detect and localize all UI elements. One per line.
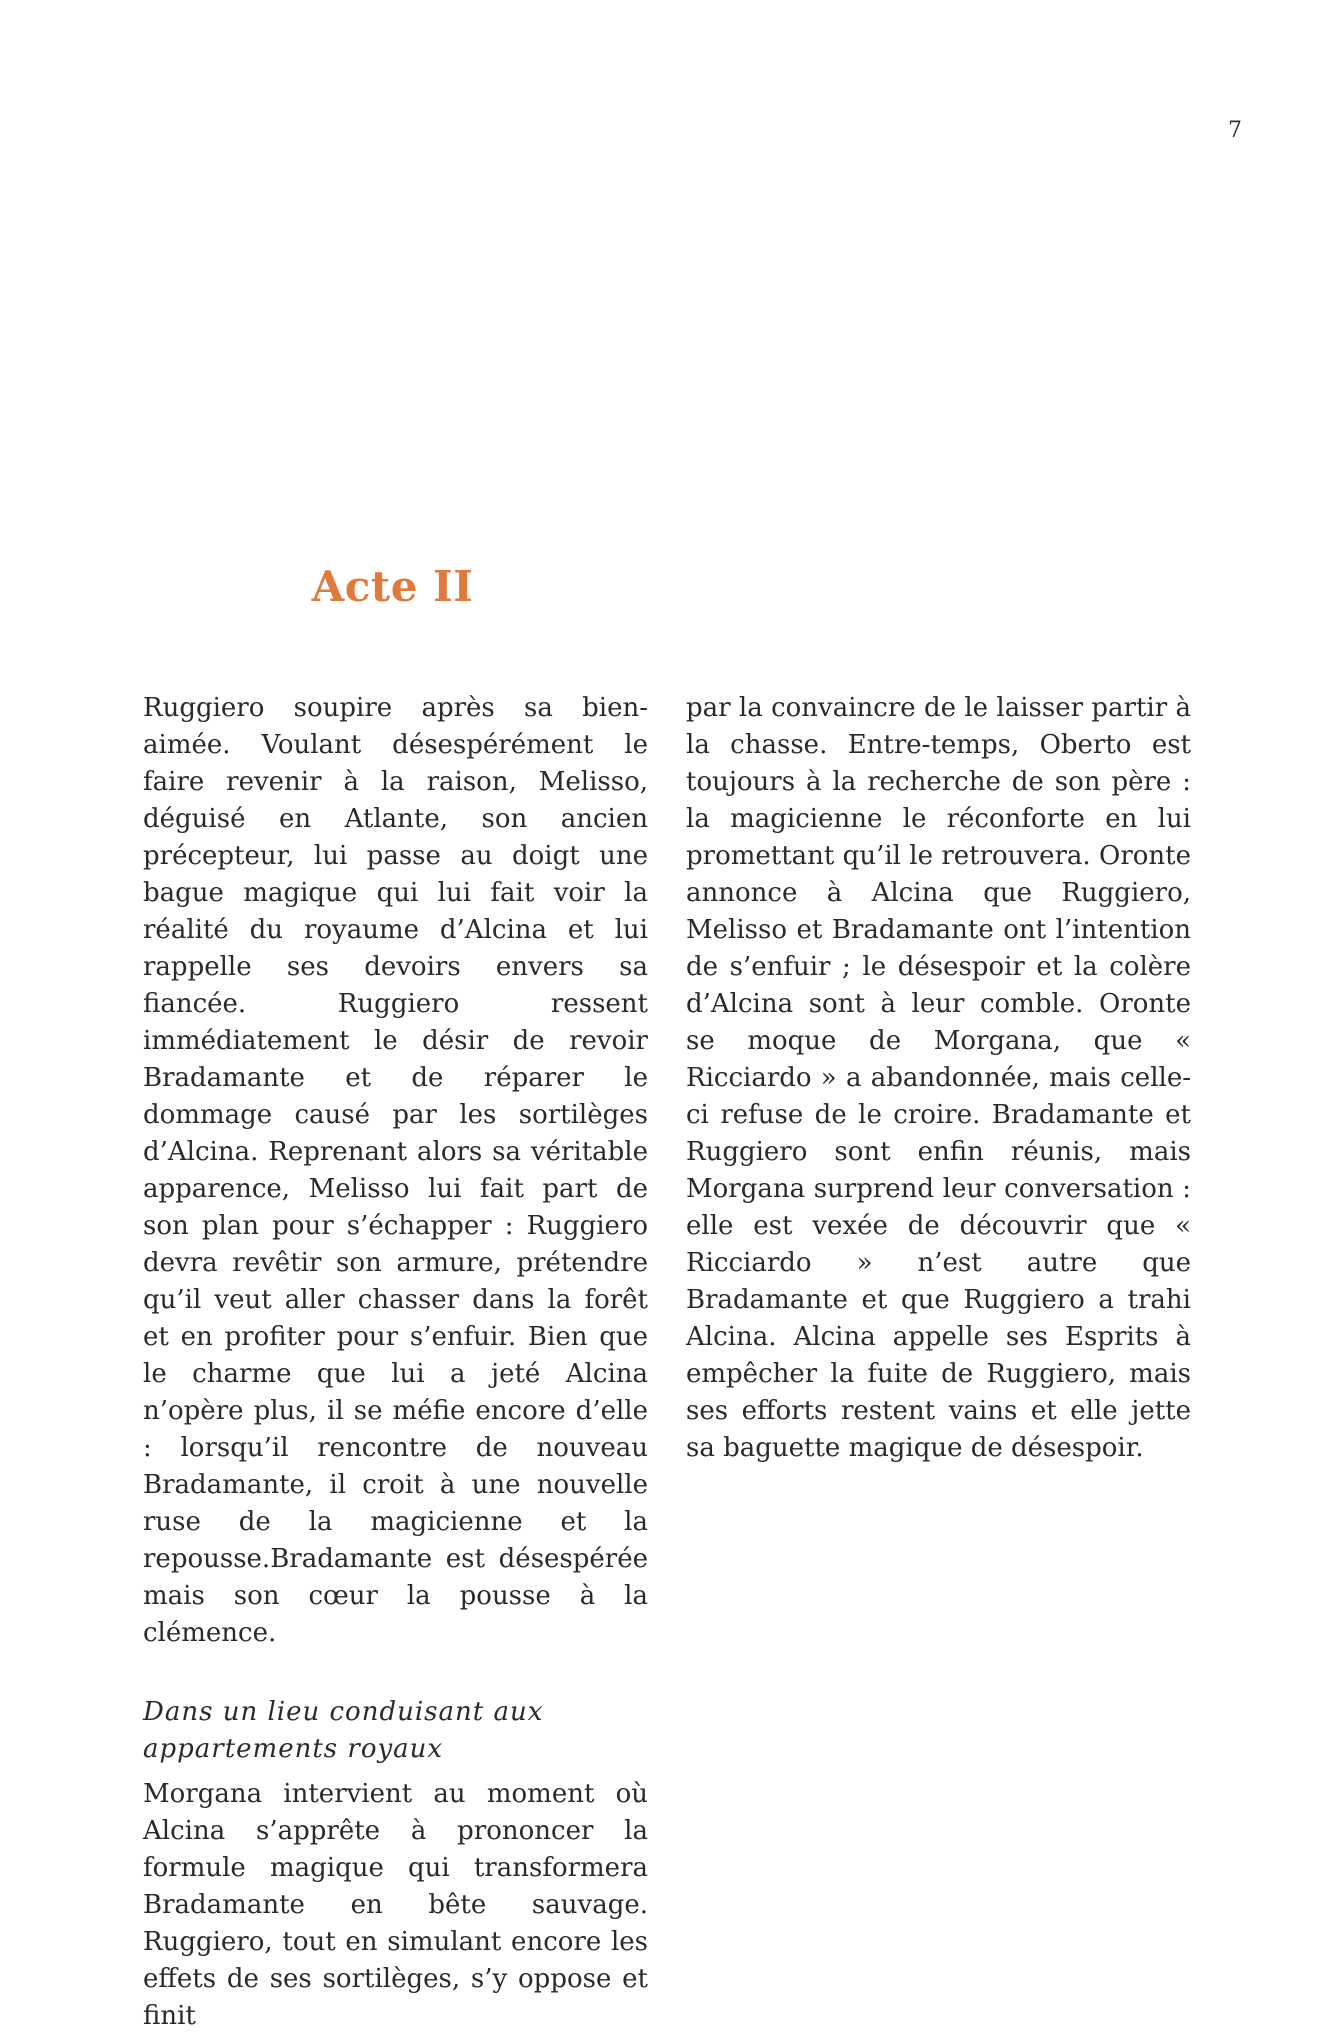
- synopsis-paragraph-1: Ruggiero soupire après sa bien-aimée. Voulant désespérément le faire revenir à la raison, Melisso, déguisé en Atlante, son ancien précepteur, lui passe au doigt une bague magique qui lui fait voir la réalité du royaume d’Alcina et lui rappelle ses devoirs envers sa fiancée. Ruggiero ressent immédiatement le désir de revoir Bradamante et de réparer le dommage causé par les sortilèges d’Alcina. Reprenant alors sa véritable apparence, Melisso lui fait part de son plan pour s’échapper : Ruggiero devra revêtir son armure, prétendre qu’il veut aller chasser dans la forêt et en profiter pour s’enfuir. Bien que le charme que lui a jeté Alcina n’opère plus, il se méfie encore d’elle : lorsqu’il rencontre de nouveau Bradamante, il croit à une nouvelle ruse de la magicienne et la repousse.Bradamante est désespérée mais son cœur la pousse à la clémence.: [143, 693, 648, 1648]
- page-number: 7: [1228, 118, 1242, 143]
- right-column: [686, 690, 1191, 1467]
- synopsis-paragraph-2: Morgana intervient au moment où Alcina s’apprête à prononcer la formule magique qui transformera Bradamante en bête sauvage. Ruggiero, tout en simulant encore les effets de ses sortilèges, s’y oppose et finit: [143, 1779, 648, 2031]
- scene-heading-line-1: Dans un lieu conduisant aux: [143, 1697, 544, 1727]
- act-title: Acte II: [311, 562, 474, 611]
- scene-heading: [143, 1694, 648, 1768]
- left-column: [143, 690, 648, 2035]
- synopsis-paragraph-3: par la convaincre de le laisser partir à la chasse. Entre-temps, Oberto est toujours à la recherche de son père : la magicienne le réconforte en lui promettant qu’il le retrouvera. Oronte annonce à Alcina que Ruggiero, Melisso et Bradamante ont l’intention de s’enfuir ; le désespoir et la colère d’Alcina sont à leur comble. Oronte se moque de Morgana, que « Ricciardo » a abandonnée, mais celle-ci refuse de le croire. Bradamante et Ruggiero sont enfin réunis, mais Morgana surprend leur conversation : elle est vexée de découvrir que « Ricciardo » n’est autre que Bradamante et que Ruggiero a trahi Alcina. Alcina appelle ses Esprits à empêcher la fuite de Ruggiero, mais ses efforts restent vains et elle jette sa baguette magique de désespoir.: [686, 693, 1191, 1463]
- scene-heading-line-2: appartements royaux: [143, 1734, 444, 1764]
